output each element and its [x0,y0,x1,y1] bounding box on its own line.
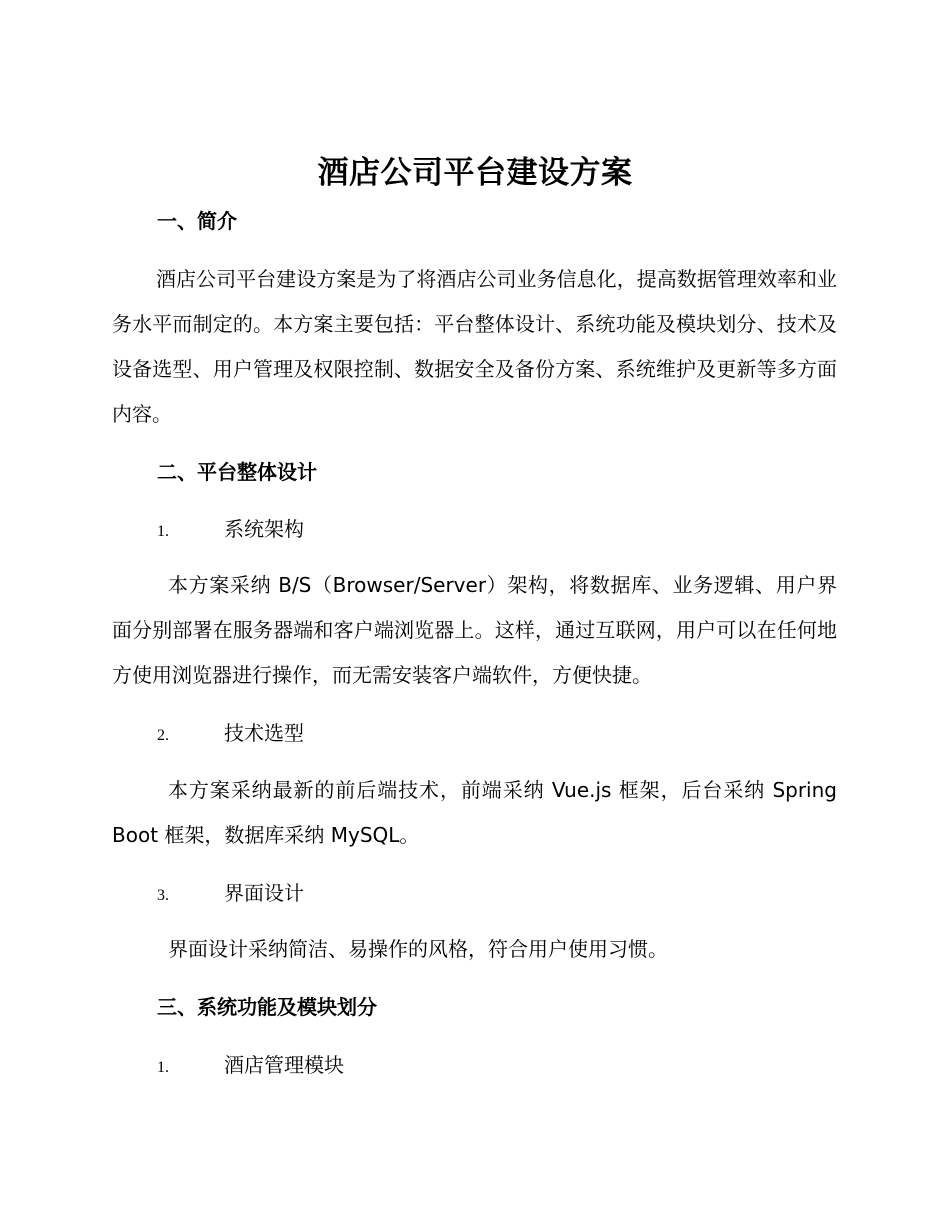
intro-paragraph: 酒店公司平台建设方案是为了将酒店公司业务信息化，提高数据管理效率和业务水平而制定的。本方案主要包括：平台整体设计、系统功能及模块划分、技术及设备选型、用户管理及权限控制、数据安全及备份方案、系统维护及更新等多方面内容。 [112,267,837,426]
ui-design-paragraph: 界面设计采纳简洁、易操作的风格，符合用户使用习惯。 [168,937,668,961]
list-item-number: 2. [157,727,169,744]
list-item-number: 3. [157,887,169,904]
system-architecture-paragraph: 本方案采纳 B/S（Browser/Server）架构，将数据库、业务逻辑、用户界面分别部署在服务器端和客户端浏览器上。这样，通过互联网，用户可以在任何地方使用浏览器进行操作，而无需安装客户端软件，方便快捷。 [112,573,837,687]
list-item-ui-design [157,878,304,911]
list-item-title: 界面设计 [224,881,304,905]
section-heading-platform-design: 二、平台整体设计 [157,460,317,484]
section-heading-system-functions: 三、系统功能及模块划分 [157,995,377,1019]
tech-selection-paragraph: 本方案采纳最新的前后端技术，前端采纳 Vue.js 框架，后台采纳 Spring Boot 框架，数据库采纳 MySQL。 [112,778,837,847]
list-item-title: 技术选型 [224,721,304,745]
list-item-title: 酒店管理模块 [224,1053,344,1077]
list-item-system-architecture [157,514,304,547]
list-item-number: 1. [157,1059,169,1076]
document-title: 酒店公司平台建设方案 [317,155,633,191]
list-item-title: 系统架构 [224,517,304,541]
list-item-tech-selection [157,718,304,751]
list-item-number: 1. [157,523,169,540]
list-item-hotel-management [157,1050,344,1083]
section-heading-intro: 一、简介 [157,209,237,233]
